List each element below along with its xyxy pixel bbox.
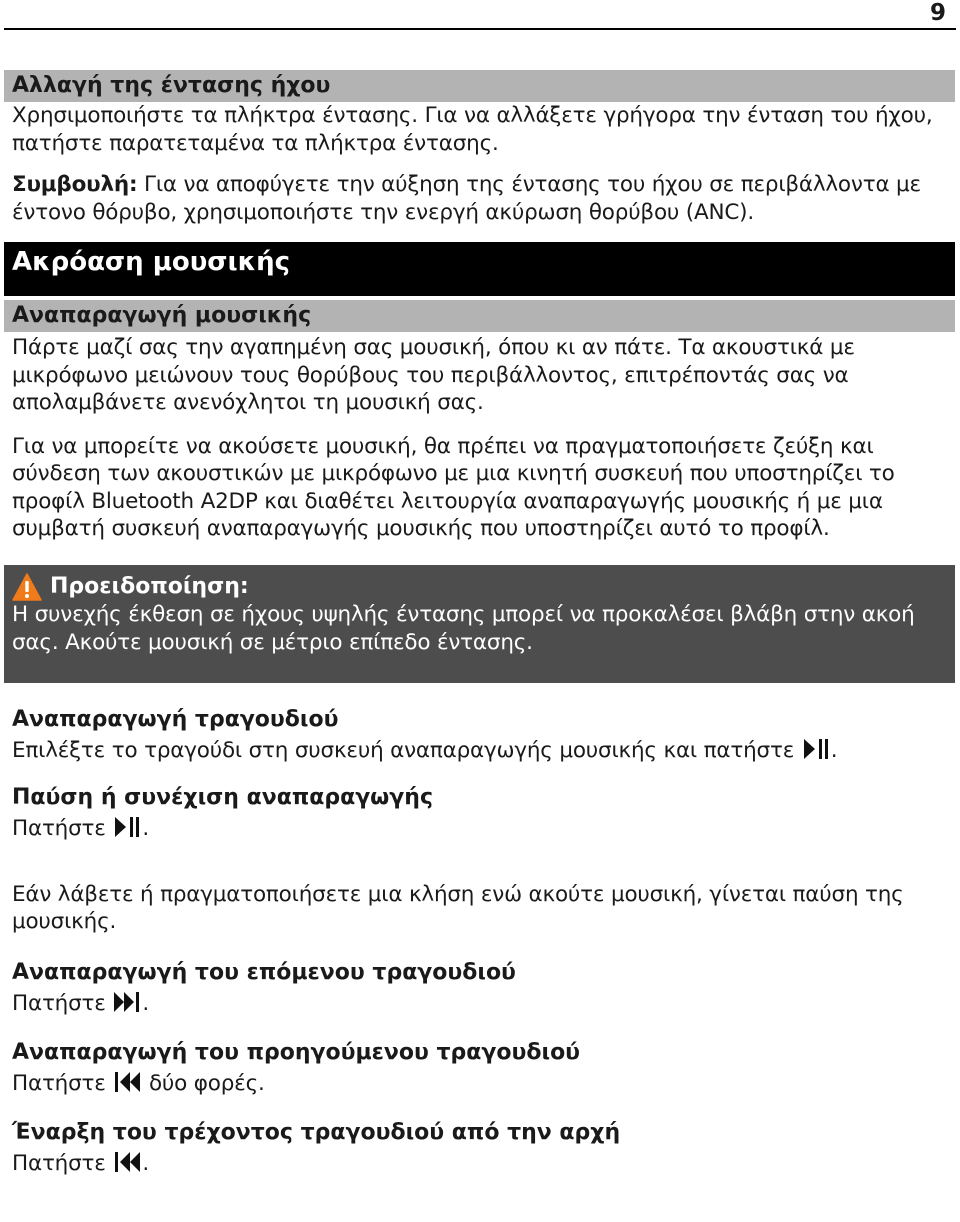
spacer xyxy=(4,417,955,433)
text-after: . xyxy=(142,815,149,841)
text-after: . xyxy=(142,1150,149,1176)
text-before: Επιλέξτε το τραγούδι στη συσκευή αναπαραγωγής μουσικής και πατήστε xyxy=(12,737,801,763)
previous-track-icon xyxy=(112,1149,142,1175)
play-song-text xyxy=(4,735,955,767)
volume-text: Χρησιμοποιήστε τα πλήκτρα έντασης. Για να αλλάξετε γρήγορα την ένταση του ήχου, πατήστε παρατεταμένα τα πλήκτρα έντασης. xyxy=(12,103,933,156)
restart-song-text xyxy=(4,1148,955,1180)
text-after: δύο φορές. xyxy=(142,1070,265,1096)
spacer xyxy=(4,845,955,881)
pause-resume-text xyxy=(4,813,955,845)
text-before: Πατήστε xyxy=(12,990,113,1016)
spacer xyxy=(4,157,955,171)
text-before: Πατήστε xyxy=(12,1150,113,1176)
warning-text: Η συνεχής έκθεση σε ήχους υψηλής έντασης μπορεί να προκαλέσει βλάβη στην ακοή σας. Ακούτε μουσική σε μέτριο επίπεδο έντασης. xyxy=(12,601,915,655)
play-pause-icon xyxy=(112,814,142,840)
spacer xyxy=(4,767,955,783)
tip-text: Για να αποφύγετε την αύξηση της έντασης του ήχου σε περιβάλλοντα με έντονο θόρυβο, χρησιμοποιήστε την ενεργή ακύρωση θορύβου (ANC). xyxy=(12,172,921,225)
text-after: . xyxy=(142,990,149,1016)
previous-song-heading: Αναπαραγωγή του προηγούμενου τραγουδιού xyxy=(12,1039,581,1065)
spacer xyxy=(4,1020,955,1038)
next-song-text xyxy=(4,988,955,1020)
next-song-heading: Αναπαραγωγή του επόμενου τραγουδιού xyxy=(12,959,516,985)
volume-tip xyxy=(4,171,955,226)
spacer xyxy=(4,936,955,958)
warning-box xyxy=(4,565,955,683)
volume-heading: Αλλαγή της έντασης ήχου xyxy=(4,70,955,102)
pause-resume-heading: Παύση ή συνέχιση αναπαραγωγής xyxy=(12,784,433,810)
previous-track-icon xyxy=(112,1069,142,1095)
warning-title-row xyxy=(12,573,947,601)
spacer xyxy=(4,226,955,242)
page-content xyxy=(4,70,955,1180)
play-song-heading: Αναπαραγωγή τραγουδιού xyxy=(12,706,339,732)
music-section-title: Ακρόαση μουσικής xyxy=(4,242,955,296)
restart-song-heading: Έναρξη του τρέχοντος τραγουδιού από την αρχή xyxy=(12,1119,621,1145)
warning-title: Προειδοποίηση: xyxy=(50,573,249,599)
music-paragraph-1: Πάρτε μαζί σας την αγαπημένη σας μουσική, όπου κι αν πάτε. Τα ακουστικά με μικρόφωνο μειώνουν τους θορύβους του περιβάλλοντος, επιτρέποντάς σας να απολαμβάνετε ανενόχλητοι τη μουσική σας. xyxy=(12,335,855,415)
page-number: 9 xyxy=(929,0,946,26)
text-before: Πατήστε xyxy=(12,815,113,841)
next-track-icon xyxy=(112,989,142,1015)
header-rule xyxy=(4,28,956,30)
music-subheading: Αναπαραγωγή μουσικής xyxy=(4,300,955,332)
spacer xyxy=(4,1100,955,1118)
text-after: . xyxy=(830,737,838,763)
warning-triangle-icon xyxy=(12,573,42,601)
tip-label: Συμβουλή: xyxy=(12,172,138,197)
previous-song-text xyxy=(4,1068,955,1100)
spacer xyxy=(4,683,955,705)
music-paragraph-2: Για να μπορείτε να ακούσετε μουσική, θα πρέπει να πραγματοποιήσετε ζεύξη και σύνδεση των ακουστικών με μικρόφωνο με μια κινητή συσκευή που υποστηρίζει το προφίλ Bluetooth A2DP και διαθέτει λειτουργία αναπαραγωγής μουσικής ή με μια συμβατή συσκευή αναπαραγωγής μουσικής που υποστηρίζει αυτό το προφίλ. xyxy=(12,433,895,541)
play-pause-icon xyxy=(801,736,831,762)
text-before: Πατήστε xyxy=(12,1070,113,1096)
pause-note: Εάν λάβετε ή πραγματοποιήσετε μια κλήση ενώ ακούτε μουσική, γίνεται παύση της μουσικής. xyxy=(12,881,904,934)
